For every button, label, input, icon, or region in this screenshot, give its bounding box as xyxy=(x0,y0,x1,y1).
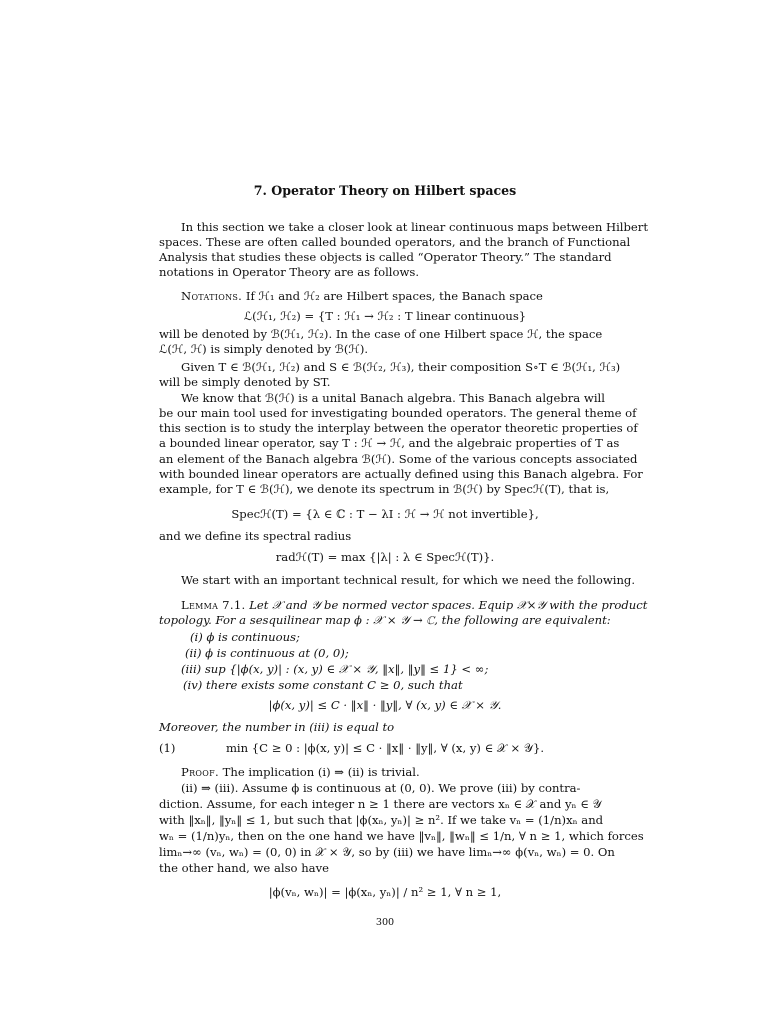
proof-line-6: limₙ→∞ (vₙ, wₙ) = (0, 0) in 𝒳 × 𝒴, so by (iii) we have limₙ→∞ ϕ(vₙ, wₙ) = 0. On xyxy=(159,845,615,859)
proof-line-4: with ‖xₙ‖, ‖yₙ‖ ≤ 1, but such that |ϕ(xₙ, yₙ)| ≥ n². If we take vₙ = (1/n)xₙ and xyxy=(159,813,604,827)
equation-1-number: (1) xyxy=(159,741,176,755)
proof-line-1 xyxy=(181,765,420,779)
notations-after-1: will be denoted by ℬ(ℋ₁, ℋ₂). In the case of one Hilbert space ℋ, the space xyxy=(159,327,603,341)
proof-first: The implication (i) ⇒ (ii) is trivial. xyxy=(222,765,420,779)
proof-line-2: (ii) ⇒ (iii). Assume ϕ is continuous at (0, 0). We prove (iii) by contra- xyxy=(181,781,581,795)
intro-line-4: notations in Operator Theory are as follows. xyxy=(159,265,420,279)
proof-heading: Proof. xyxy=(181,765,219,779)
banach-line-2: be our main tool used for investigating bounded operators. The general theme of xyxy=(159,406,637,420)
notations-after-2: ℒ(ℋ, ℋ) is simply denoted by ℬ(ℋ). xyxy=(159,342,369,356)
radius-intro: and we define its spectral radius xyxy=(159,529,352,543)
equation-rad: radℋ(T) = max {|λ| : λ ∈ Specℋ(T)}. xyxy=(275,550,495,564)
given-line-1: Given T ∈ ℬ(ℋ₁, ℋ₂) and S ∈ ℬ(ℋ₂, ℋ₃), their composition S∘T ∈ ℬ(ℋ₁, ℋ₃) xyxy=(181,360,621,374)
page-number: 300 xyxy=(375,917,395,928)
proof-line-3: diction. Assume, for each integer n ≥ 1 there are vectors xₙ ∈ 𝒳 and yₙ ∈ 𝒴 xyxy=(159,797,602,811)
lemma-item-iv: (iv) there exists some constant C ≥ 0, such that xyxy=(183,678,463,692)
notations-line xyxy=(181,289,543,303)
banach-line-7: example, for T ∈ ℬ(ℋ), we denote its spectrum in ℬ(ℋ) by Specℋ(T), that is, xyxy=(159,482,610,496)
banach-line-3: this section is to study the interplay between the operator theoretic properties of xyxy=(159,421,638,435)
banach-line-6: with bounded linear operators are actually defined using this Banach algebra. For xyxy=(159,467,643,481)
given-line-2: will be simply denoted by ST. xyxy=(159,375,331,389)
proof-line-7: the other hand, we also have xyxy=(159,861,330,875)
section-title: 7. Operator Theory on Hilbert spaces xyxy=(253,183,517,198)
equation-1: min {C ≥ 0 : |ϕ(x, y)| ≤ C · ‖x‖ · ‖y‖, ∀ (x, y) ∈ 𝒳 × 𝒴}. xyxy=(225,741,545,755)
equation-last: |ϕ(vₙ, wₙ)| = |ϕ(xₙ, yₙ)| / n² ≥ 1, ∀ n ≥ 1, xyxy=(268,885,502,899)
lemma-line-1 xyxy=(181,598,647,612)
proof-line-5: wₙ = (1/n)yₙ, then on the one hand we have ‖vₙ‖, ‖wₙ‖ ≤ 1/n, ∀ n ≥ 1, which forces xyxy=(159,829,644,843)
lemma-item-i: (i) ϕ is continuous; xyxy=(190,630,300,644)
lemma-text-1: Let 𝒳 and 𝒴 be normed vector spaces. Equip 𝒳×𝒴 with the product xyxy=(249,598,648,612)
equation-L: ℒ(ℋ₁, ℋ₂) = {T : ℋ₁ → ℋ₂ : T linear continuous} xyxy=(243,309,527,323)
banach-line-4: a bounded linear operator, say T : ℋ → ℋ, and the algebraic properties of T as xyxy=(159,436,620,450)
lemma-item-iii: (iii) sup {|ϕ(x, y)| : (x, y) ∈ 𝒳 × 𝒴, ‖x‖, ‖y‖ ≤ 1} < ∞; xyxy=(181,662,489,676)
lemma-heading: Lemma 7.1. xyxy=(181,598,246,612)
equation-iv: |ϕ(x, y)| ≤ C · ‖x‖ · ‖y‖, ∀ (x, y) ∈ 𝒳 × 𝒴. xyxy=(268,698,502,712)
lemma-text-2: topology. For a sesquilinear map ϕ : 𝒳 × 𝒴 → ℂ, the following are equivalent: xyxy=(159,613,611,627)
equation-spec: Specℋ(T) = {λ ∈ ℂ : T − λI : ℋ → ℋ not invertible}, xyxy=(231,507,539,521)
banach-line-5: an element of the Banach algebra ℬ(ℋ). Some of the various concepts associated xyxy=(159,452,638,466)
intro-line-1: In this section we take a closer look at linear continuous maps between Hilbert xyxy=(181,220,648,234)
paper-page xyxy=(159,0,648,1024)
notations-text: If ℋ₁ and ℋ₂ are Hilbert spaces, the Banach space xyxy=(245,289,543,303)
lemma-item-ii: (ii) ϕ is continuous at (0, 0); xyxy=(185,646,349,660)
notations-heading: Notations. xyxy=(181,289,243,303)
moreover-line: Moreover, the number in (iii) is equal to xyxy=(159,720,395,734)
banach-line-1: We know that ℬ(ℋ) is a unital Banach algebra. This Banach algebra will xyxy=(181,391,605,405)
intro-line-3: Analysis that studies these objects is called “Operator Theory.” The standard xyxy=(159,250,612,264)
start-sentence: We start with an important technical result, for which we need the following. xyxy=(181,573,636,587)
intro-line-2: spaces. These are often called bounded operators, and the branch of Functional xyxy=(159,235,631,249)
